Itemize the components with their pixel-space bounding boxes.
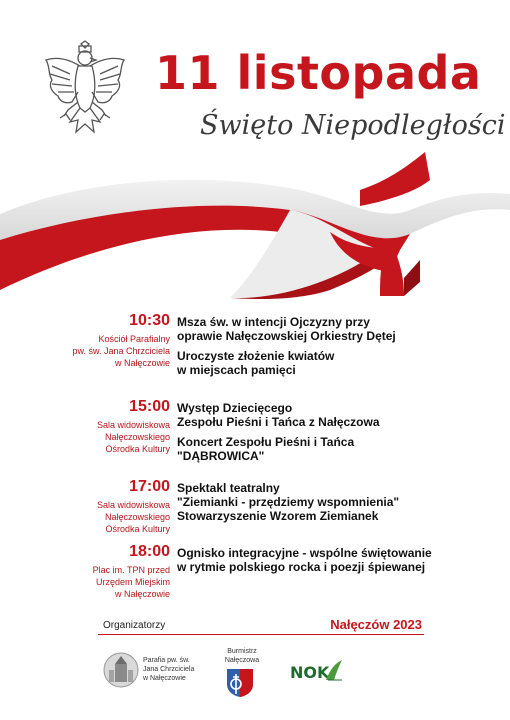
event-description <box>177 315 467 377</box>
event-place-line: w Nałęczowie <box>114 589 170 599</box>
event-place-line: Plac im. TPN przed <box>92 565 170 575</box>
event-meta <box>0 312 170 369</box>
naleczow-coat-of-arms-icon <box>226 668 254 698</box>
event-description <box>177 481 467 523</box>
event-description <box>177 401 467 463</box>
organizers-label: Organizatorzy <box>103 620 166 631</box>
event-place-line: Ośrodka Kultury <box>105 444 170 454</box>
event-meta <box>0 478 170 535</box>
event-line: w rytmie polskiego rocka i poezji śpiewanej <box>177 560 426 574</box>
event-line: oprawie Nałęczowskiej Orkiestry Dętej <box>177 329 396 343</box>
organizer-parish-name <box>143 656 223 683</box>
event-time: 10:30 <box>129 312 170 329</box>
nok-logo-icon <box>288 658 344 684</box>
event-time: 15:00 <box>129 398 170 415</box>
event-time: 17:00 <box>129 478 170 495</box>
polish-eagle-icon <box>40 40 130 140</box>
organizer-name-line: Nałęczowa <box>224 657 260 664</box>
event-place-line: w Nałęczowie <box>114 358 170 368</box>
event-place-line: Kościół Parafialny <box>98 334 170 344</box>
footer-divider <box>98 634 424 635</box>
event-line: Występ Dziecięcego <box>177 401 293 415</box>
event-place-line: Sala widowiskowa <box>96 420 170 430</box>
organizer-name-line: Parafia pw. św. <box>143 657 190 664</box>
event-line: "DĄBROWICA" <box>177 449 265 463</box>
event-line: Msza św. w intencji Ojczyzny przy <box>177 315 370 329</box>
organizer-name-line: w Nałęczowie <box>143 675 186 682</box>
organizer-name-line: Jana Chrzciciela <box>143 666 195 673</box>
organizer-name-line: Burmistrz <box>227 648 257 655</box>
event-line: Uroczyste złożenie kwiatów <box>177 349 335 363</box>
event-place-line: Nałęczowskiego <box>104 432 170 442</box>
event-description <box>177 546 467 574</box>
event-place-line: pw. św. Jana Chrzciciela <box>72 346 170 356</box>
event-line: Spektakl teatralny <box>177 481 280 495</box>
event-time: 18:00 <box>129 543 170 560</box>
event-line: Zespołu Pieśni i Tańca z Nałęczowa <box>177 415 380 429</box>
event-line: Stowarzyszenie Wzorem Ziemianek <box>177 509 379 523</box>
page-title: 11 listopada <box>155 46 482 100</box>
page-subtitle: Święto Niepodległości <box>200 110 506 141</box>
place-year: Nałęczów 2023 <box>330 617 422 632</box>
nok-logo-text: NOK <box>290 663 330 682</box>
event-line: Ognisko integracyjne - wspólne świętowanie <box>177 546 432 560</box>
event-place-line: Nałęczowskiego <box>104 512 170 522</box>
ribbon-graphic <box>0 150 510 300</box>
event-place-line: Ośrodka Kultury <box>105 524 170 534</box>
event-line: w miejscach pamięci <box>177 363 296 377</box>
event-place-line: Sala widowiskowa <box>96 500 170 510</box>
organizer-mayor-name <box>222 647 262 665</box>
event-line: "Ziemianki - przędziemy wspomnienia" <box>177 495 400 509</box>
event-meta <box>0 543 170 600</box>
event-meta <box>0 398 170 455</box>
event-place-line: Urzędem Miejskim <box>95 577 170 587</box>
event-line: Koncert Zespołu Pieśni i Tańca <box>177 435 355 449</box>
church-photo-icon <box>103 650 139 690</box>
